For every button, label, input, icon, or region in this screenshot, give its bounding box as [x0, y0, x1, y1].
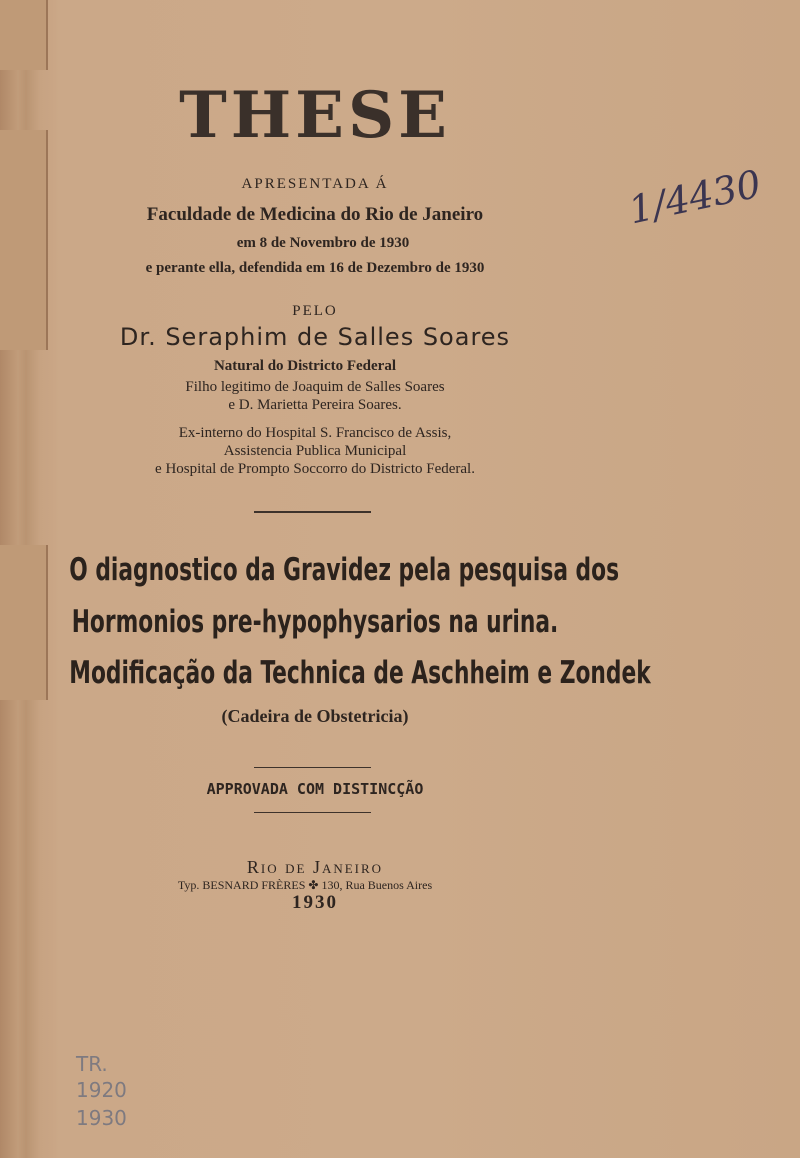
pencil-annotation: 1930 [76, 1106, 127, 1130]
torn-edge [0, 0, 48, 70]
divider [254, 511, 371, 513]
printer-line: Typ. BESNARD FRÈRES ✤ 130, Rua Buenos Aires [177, 878, 433, 892]
date-defended: e perante ella, defendida em 16 de Dezembro de 1930 [145, 260, 485, 276]
author-info-line: Natural do Districto Federal [213, 358, 397, 374]
thesis-title-block [0, 655, 651, 691]
presented-to: APRESENTADA Á [241, 176, 389, 192]
thesis-title-line: Hormonios pre-hypophysarios na urina. [71, 604, 559, 640]
document-title: THESE [179, 78, 451, 153]
thesis-title-line: Modificação da Technica de Aschheim e Zondek [69, 655, 651, 691]
thesis-title-line: O diagnostico da Gravidez pela pesquisa dos [69, 552, 620, 588]
thesis-title-block [0, 604, 630, 640]
author-info-line: e D. Marietta Pereira Soares. [228, 397, 402, 413]
position-line: Assistencia Publica Municipal [223, 443, 407, 459]
divider [254, 812, 371, 813]
city: Rio de Janeiro [246, 857, 384, 877]
pencil-annotation: TR. [76, 1052, 108, 1076]
thesis-title-block [0, 552, 630, 588]
divider [254, 767, 371, 768]
pencil-annotation: 1920 [76, 1078, 127, 1102]
author-info-line: Filho legitimo de Joaquim de Salles Soares [185, 379, 445, 395]
handwritten-catalog-number: 1/4430 [624, 161, 765, 233]
faculty-name: Faculdade de Medicina do Rio de Janeiro [146, 204, 484, 225]
position-line: Ex-interno do Hospital S. Francisco de Assis, [178, 425, 452, 441]
date-presented: em 8 de Novembro de 1930 [236, 235, 410, 251]
publication-year: 1930 [292, 892, 338, 913]
chair-subtitle: (Cadeira de Obstetricia) [221, 706, 409, 726]
approval-note: APPROVADA COM DISTINCÇÃO [206, 780, 424, 798]
position-line: e Hospital de Prompto Soccorro do Districto Federal. [155, 461, 475, 477]
author-name: Dr. Seraphim de Salles Soares [119, 323, 511, 351]
by-label: PELO [292, 303, 338, 319]
